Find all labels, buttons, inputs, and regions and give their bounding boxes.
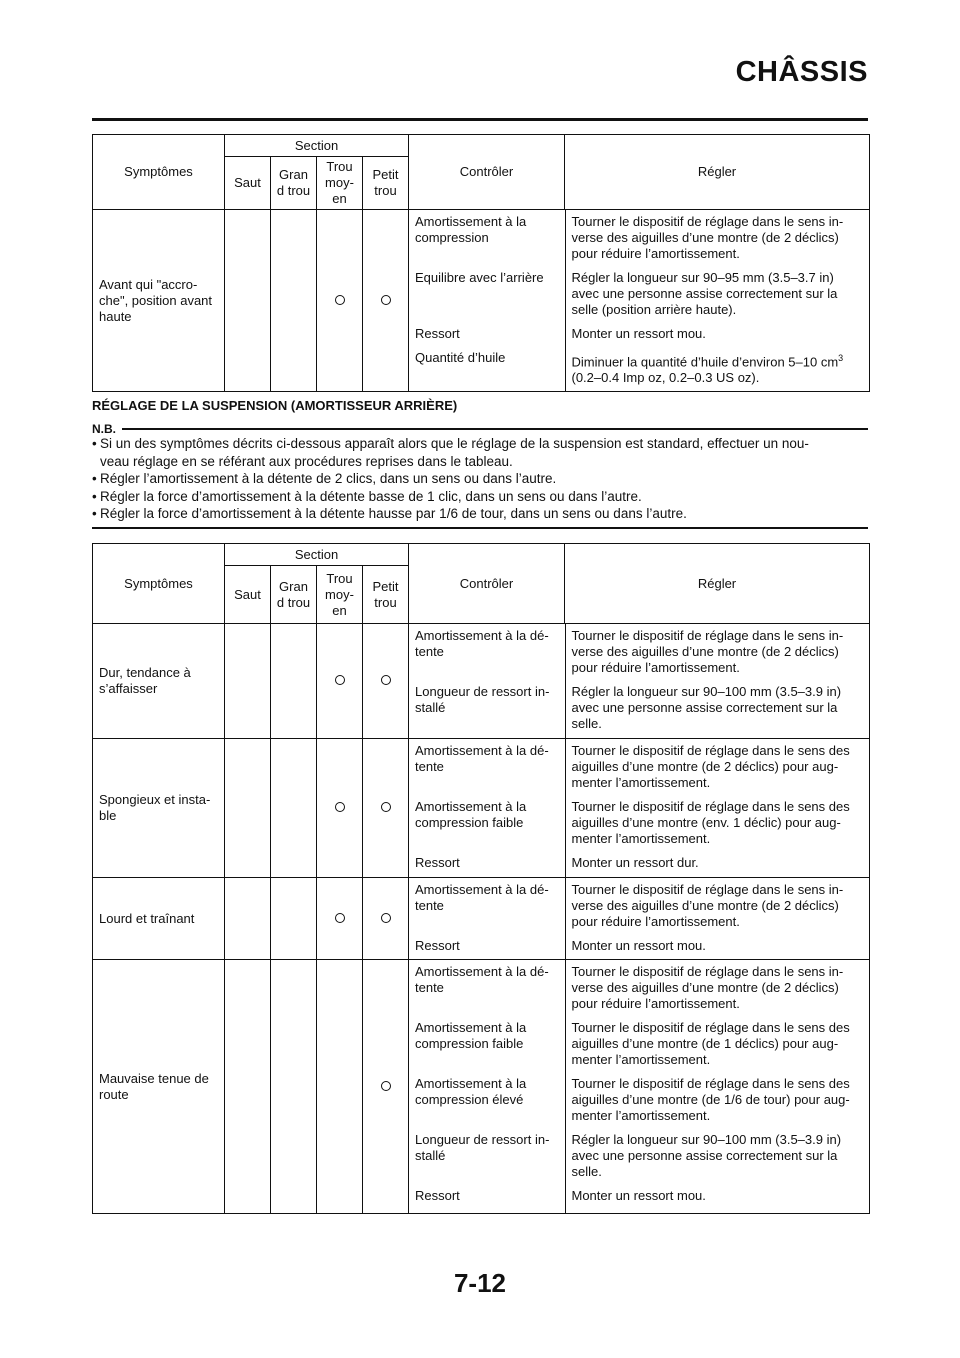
table-row bbox=[93, 739, 870, 878]
check-cell: Longueur de ressort in- stallé bbox=[409, 676, 565, 732]
check-item-row bbox=[409, 930, 869, 954]
section-mark-cell bbox=[317, 878, 363, 960]
symptom-cell: Avant qui "accro- che", position avant haute bbox=[93, 210, 225, 392]
check-cell: Ressort bbox=[409, 318, 565, 342]
circle-mark-icon bbox=[381, 802, 391, 812]
section-header: Section bbox=[225, 544, 409, 566]
page-number: 7-12 bbox=[453, 1268, 507, 1298]
check-cell: Amortissement à la dé- tente bbox=[409, 624, 565, 676]
check-item-row bbox=[409, 791, 869, 847]
circle-mark-icon bbox=[381, 1081, 391, 1091]
medium-hole-header: Trou moy- en bbox=[317, 566, 363, 624]
section-mark-cell bbox=[271, 624, 317, 739]
section-mark-cell bbox=[271, 739, 317, 878]
check-item-row bbox=[409, 318, 869, 342]
adjust-cell: Monter un ressort mou. bbox=[571, 938, 706, 953]
small-hole-header: Petit trou bbox=[363, 566, 409, 624]
front-fork-settings-table bbox=[92, 134, 870, 392]
adjust-cell: Tourner le dispositif de réglage dans le sens des aiguilles d’une montre (de 1 déclics) pour aug- menter l’amortissement. bbox=[571, 1020, 850, 1067]
rear-shock-settings-table bbox=[92, 543, 870, 1214]
section-mark-cell bbox=[225, 960, 271, 1214]
check-item-row bbox=[409, 960, 869, 1012]
check-item-row bbox=[409, 624, 869, 676]
check-item-row bbox=[409, 878, 869, 930]
check-adjust-cell bbox=[409, 210, 870, 392]
check-cell: Longueur de ressort in- stallé bbox=[409, 1124, 565, 1180]
adjust-cell: Tourner le dispositif de réglage dans le sens in- verse des aiguilles d’une montre (de 2 déclics) pour réduire l’amortissement. bbox=[571, 214, 844, 261]
section-header: Section bbox=[225, 135, 409, 157]
circle-mark-icon bbox=[335, 675, 345, 685]
nb-item: • Régler la force d’amortissement à la détente hausse par 1/6 de tour, dans un sens ou dans l’autre. bbox=[92, 505, 868, 523]
adjust-superscript: 3 bbox=[838, 353, 844, 363]
check-cell: Ressort bbox=[409, 847, 565, 871]
section-mark-cell bbox=[225, 739, 271, 878]
check-item-row bbox=[409, 739, 869, 791]
section-mark-cell bbox=[317, 624, 363, 739]
small-hole-header: Petit trou bbox=[363, 157, 409, 210]
rear-suspension-heading: RÉGLAGE DE LA SUSPENSION (AMORTISSEUR ARRIÈRE) bbox=[92, 398, 458, 413]
check-cell: Amortissement à la compression élevé bbox=[409, 1068, 565, 1124]
section-mark-cell bbox=[271, 210, 317, 392]
nb-rule bbox=[122, 428, 868, 430]
check-cell: Equilibre avec l’arrière bbox=[409, 262, 565, 318]
adjust-header: Régler bbox=[565, 544, 870, 624]
nb-label: N.B. bbox=[92, 422, 116, 436]
nb-item: • Régler la force d’amortissement à la détente basse de 1 clic, dans un sens ou dans l’autre. bbox=[92, 488, 868, 506]
symptom-cell: Dur, tendance à s’affaisser bbox=[93, 624, 225, 739]
adjust-cell: Monter un ressort mou. bbox=[571, 1188, 706, 1203]
check-cell: Ressort bbox=[409, 1180, 565, 1204]
check-cell: Amortissement à la compression faible bbox=[409, 1012, 565, 1068]
check-item-row bbox=[409, 847, 869, 871]
section-mark-cell bbox=[363, 739, 409, 878]
section-mark-cell bbox=[271, 960, 317, 1214]
section-mark-cell bbox=[225, 210, 271, 392]
check-adjust-cell bbox=[409, 878, 870, 960]
check-cell: Amortissement à la compression faible bbox=[409, 791, 565, 847]
section-mark-cell bbox=[317, 210, 363, 392]
section-mark-cell bbox=[317, 960, 363, 1214]
title-rule bbox=[92, 118, 868, 121]
check-cell: Amortissement à la dé- tente bbox=[409, 960, 565, 1012]
adjust-text: Diminuer la quantité d’huile d’environ 5–10 cm bbox=[571, 354, 839, 370]
check-cell: Amortissement à la compression bbox=[409, 210, 565, 262]
check-item-row bbox=[409, 342, 869, 386]
symptom-cell: Lourd et traînant bbox=[93, 878, 225, 960]
section-mark-cell bbox=[225, 624, 271, 739]
large-hole-header: Gran d trou bbox=[271, 157, 317, 210]
check-cell: Amortissement à la dé- tente bbox=[409, 739, 565, 791]
check-adjust-cell bbox=[409, 739, 870, 878]
symptoms-header: Symptômes bbox=[93, 135, 225, 210]
check-cell: Amortissement à la dé- tente bbox=[409, 878, 565, 930]
check-item-row bbox=[409, 262, 869, 318]
check-adjust-cell bbox=[409, 960, 870, 1214]
nb-item: • Régler l’amortissement à la détente de 2 clics, dans un sens ou dans l’autre. bbox=[92, 470, 868, 488]
section-mark-cell bbox=[271, 878, 317, 960]
adjust-cell: Tourner le dispositif de réglage dans le sens des aiguilles d’une montre (env. 1 déclic) pour aug- menter l’amortissement. bbox=[571, 799, 850, 846]
check-item-row bbox=[409, 1124, 869, 1180]
check-cell: Ressort bbox=[409, 930, 565, 954]
check-item-row bbox=[409, 1180, 869, 1204]
adjust-cell: Tourner le dispositif de réglage dans le sens des aiguilles d’une montre (de 1/6 de tour) pour aug- menter l’amortissement. bbox=[571, 1076, 850, 1123]
section-mark-cell bbox=[317, 739, 363, 878]
check-item-row bbox=[409, 1068, 869, 1124]
check-item-row bbox=[409, 1012, 869, 1068]
check-header: Contrôler bbox=[409, 544, 565, 624]
adjust-cell: Tourner le dispositif de réglage dans le sens in- verse des aiguilles d’une montre (de 2 déclics) pour réduire l’amortissement. bbox=[571, 882, 844, 929]
nb-list bbox=[92, 435, 868, 523]
nb-item: • Si un des symptômes décrits ci-dessous apparaît alors que le réglage de la suspension est standard, effectuer un nou- veau réglage en se référant aux procédures reprises dans le tableau. bbox=[92, 435, 868, 470]
adjust-cell: Tourner le dispositif de réglage dans le sens in- verse des aiguilles d’une montre (de 2 déclics) pour réduire l’amortissement. bbox=[571, 628, 844, 675]
check-adjust-cell bbox=[409, 624, 870, 739]
circle-mark-icon bbox=[335, 913, 345, 923]
adjust-cell: Régler la longueur sur 90–100 mm (3.5–3.9 in) avec une personne assise correctement sur la selle. bbox=[571, 1132, 842, 1179]
symptom-cell: Spongieux et insta- ble bbox=[93, 739, 225, 878]
section-mark-cell bbox=[363, 210, 409, 392]
adjust-cell: Régler la longueur sur 90–95 mm (3.5–3.7 in) avec une personne assise correctement sur la selle (position arrière haute). bbox=[571, 270, 838, 317]
circle-mark-icon bbox=[335, 295, 345, 305]
section-mark-cell bbox=[363, 624, 409, 739]
adjust-cell: Monter un ressort mou. bbox=[571, 326, 706, 341]
section-mark-cell bbox=[225, 878, 271, 960]
symptoms-header: Symptômes bbox=[93, 544, 225, 624]
large-hole-header: Gran d trou bbox=[271, 566, 317, 624]
circle-mark-icon bbox=[381, 675, 391, 685]
section-mark-cell bbox=[363, 878, 409, 960]
check-cell: Quantité d’huile bbox=[409, 342, 565, 386]
jump-header: Saut bbox=[225, 157, 271, 210]
circle-mark-icon bbox=[381, 295, 391, 305]
adjust-header: Régler bbox=[565, 135, 870, 210]
adjust-text-continued: (0.2–0.4 Imp oz, 0.2–0.3 US oz). bbox=[571, 370, 760, 386]
table-row bbox=[93, 210, 870, 392]
table-row bbox=[93, 960, 870, 1214]
symptom-cell: Mauvaise tenue de route bbox=[93, 960, 225, 1214]
medium-hole-header: Trou moy- en bbox=[317, 157, 363, 210]
nb-end-rule bbox=[92, 527, 868, 529]
adjust-cell: Tourner le dispositif de réglage dans le sens in- verse des aiguilles d’une montre (de 2 déclics) pour réduire l’amortissement. bbox=[571, 964, 844, 1011]
check-header: Contrôler bbox=[409, 135, 565, 210]
adjust-cell: Régler la longueur sur 90–100 mm (3.5–3.9 in) avec une personne assise correctement sur la selle. bbox=[571, 684, 842, 731]
check-item-row bbox=[409, 676, 869, 732]
table-row bbox=[93, 624, 870, 739]
circle-mark-icon bbox=[335, 802, 345, 812]
adjust-cell: Monter un ressort dur. bbox=[571, 855, 699, 870]
adjust-cell bbox=[565, 342, 869, 386]
page-title: CHÂSSIS bbox=[735, 56, 868, 88]
adjust-cell: Tourner le dispositif de réglage dans le sens des aiguilles d’une montre (de 2 déclics) pour aug- menter l’amortissement. bbox=[571, 743, 850, 790]
check-item-row bbox=[409, 210, 869, 262]
section-mark-cell bbox=[363, 960, 409, 1214]
jump-header: Saut bbox=[225, 566, 271, 624]
circle-mark-icon bbox=[381, 913, 391, 923]
table-row bbox=[93, 878, 870, 960]
